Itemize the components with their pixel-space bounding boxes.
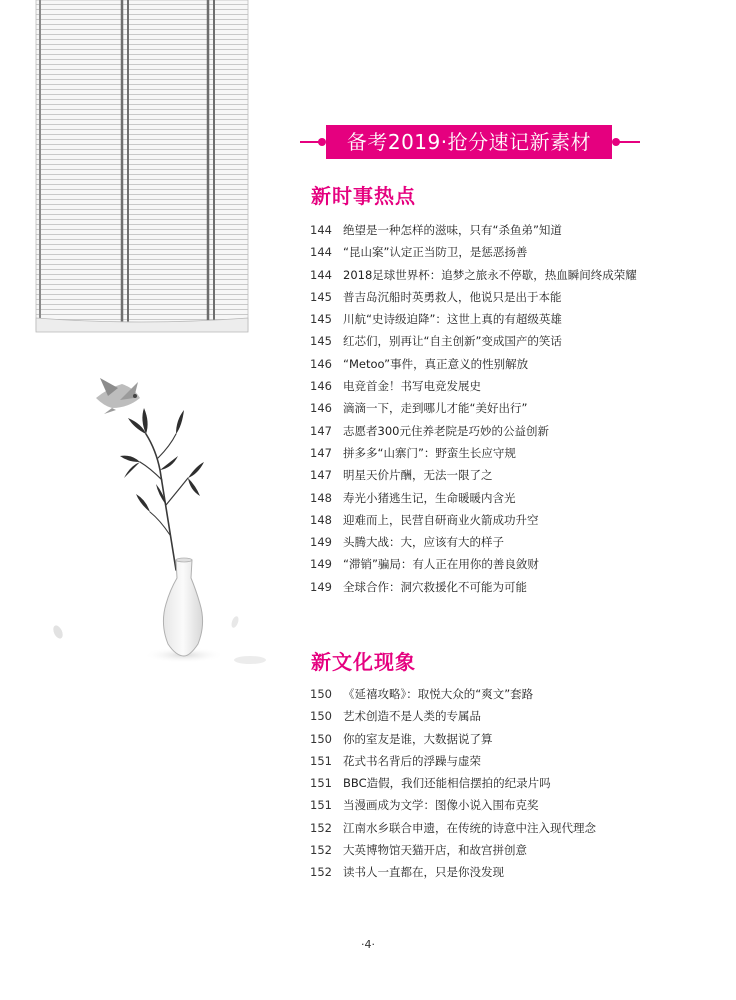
toc-title: 全球合作：洞穴救援化不可能为可能 — [343, 579, 527, 594]
toc-item[interactable] — [310, 750, 596, 772]
toc-item[interactable] — [310, 487, 637, 509]
toc-item[interactable] — [310, 705, 596, 727]
toc-item[interactable] — [310, 420, 637, 442]
toc-page-number: 150 — [310, 709, 332, 724]
toc-item[interactable] — [310, 576, 637, 598]
toc-title: 《延禧攻略》：取悦大众的“爽文”套路 — [343, 687, 534, 701]
toc-page-number: 152 — [310, 865, 332, 880]
toc-title: 电竞首金！书写电竞发展史 — [343, 379, 481, 394]
page-number: ·4· — [361, 938, 375, 951]
toc-page-number: 145 — [310, 334, 332, 349]
toc-title: “昆山案”认定正当防卫，是惩恶扬善 — [343, 245, 528, 260]
toc-title: 拼多多“山寨门”：野蛮生长应守规 — [343, 445, 516, 460]
toc-item[interactable] — [310, 286, 637, 308]
toc-item[interactable] — [310, 330, 637, 352]
bamboo-blind — [36, 0, 248, 332]
toc-item[interactable] — [310, 397, 637, 419]
banner-title: 备考2019·抢分速记新素材 — [326, 125, 612, 159]
section-heading-culture: 新文化现象 — [311, 650, 416, 674]
toc-title: 川航“史诗级迫降”：这世上真的有超级英雄 — [343, 312, 562, 327]
toc-title: BBC造假，我们还能相信摆拍的纪录片吗 — [343, 776, 551, 791]
toc-page-number: 147 — [310, 445, 332, 460]
toc-title: 明星天价片酬，无法一限了之 — [343, 468, 493, 483]
toc-item[interactable] — [310, 772, 596, 794]
title-banner — [300, 125, 640, 159]
toc-page-number: 152 — [310, 820, 332, 835]
bird-illustration — [96, 378, 140, 414]
toc-page-number: 147 — [310, 468, 332, 483]
toc-page-number: 147 — [310, 423, 332, 438]
toc-item[interactable] — [310, 683, 596, 705]
toc-item[interactable] — [310, 442, 637, 464]
leaves-illustration — [120, 408, 204, 512]
banner-dot-left — [318, 138, 326, 146]
toc-title: “Metoo”事件，真正意义的性别解放 — [343, 356, 529, 371]
toc-item[interactable] — [310, 353, 637, 375]
toc-item[interactable] — [310, 509, 637, 531]
toc-item[interactable] — [310, 553, 637, 575]
toc-title: “滞销”骗局：有人正在用你的善良敛财 — [343, 557, 539, 572]
toc-page-number: 144 — [310, 267, 332, 282]
toc-item[interactable] — [310, 839, 596, 861]
banner-line-right — [618, 141, 640, 143]
toc-page-number: 145 — [310, 312, 332, 327]
toc-page-number: 149 — [310, 579, 332, 594]
toc-page-number: 144 — [310, 223, 332, 237]
toc-title: 头腾大战：大，应该有大的样子 — [343, 535, 504, 550]
toc-title: 滴滴一下，走到哪儿才能“美好出行” — [343, 401, 528, 416]
toc-page-number: 145 — [310, 289, 332, 304]
toc-title: 志愿者300元住养老院是巧妙的公益创新 — [343, 423, 549, 438]
toc-page-number: 150 — [310, 687, 332, 701]
toc-page-number: 146 — [310, 356, 332, 371]
toc-title: 当漫画成为文学：图像小说入围布克奖 — [343, 798, 539, 813]
toc-title: 艺术创造不是人类的专属品 — [343, 709, 481, 724]
toc-title: 绝望是一种怎样的滋味，只有“杀鱼弟”知道 — [343, 223, 562, 237]
toc-item[interactable] — [310, 308, 637, 330]
toc-page-number: 151 — [310, 776, 332, 791]
section-heading-current-events: 新时事热点 — [311, 184, 416, 208]
toc-title: 红芯们，别再让“自主创新”变成国产的笑话 — [343, 334, 562, 349]
toc-list-current-events — [310, 219, 637, 598]
toc-title: 大英博物馆天猫开店，和故宫拼创意 — [343, 843, 527, 858]
toc-page-number: 152 — [310, 843, 332, 858]
toc-item[interactable] — [310, 219, 637, 241]
toc-page-number: 151 — [310, 798, 332, 813]
toc-page-number: 146 — [310, 401, 332, 416]
toc-title: 你的室友是谁，大数据说了算 — [343, 731, 493, 746]
toc-item[interactable] — [310, 531, 637, 553]
toc-page-number: 151 — [310, 753, 332, 768]
toc-page-number: 149 — [310, 557, 332, 572]
toc-title: 寿光小猪逃生记，生命暖暖内含光 — [343, 490, 516, 505]
toc-item[interactable] — [310, 464, 637, 486]
vase-illustration — [144, 558, 224, 663]
toc-item[interactable] — [310, 375, 637, 397]
banner-line-left — [300, 141, 320, 143]
toc-title: 2018足球世界杯：追梦之旅永不停歇，热血瞬间终成荣耀 — [343, 267, 637, 282]
toc-item[interactable] — [310, 728, 596, 750]
toc-page-number: 144 — [310, 245, 332, 260]
toc-item[interactable] — [310, 241, 637, 263]
toc-title: 读书人一直都在，只是你没发现 — [343, 865, 504, 880]
toc-page-number: 148 — [310, 512, 332, 527]
toc-list-culture — [310, 683, 596, 884]
toc-item[interactable] — [310, 794, 596, 816]
toc-item[interactable] — [310, 817, 596, 839]
decorative-illustration — [0, 0, 280, 700]
toc-item[interactable] — [310, 264, 637, 286]
toc-page-number: 148 — [310, 490, 332, 505]
toc-page-number: 149 — [310, 535, 332, 550]
toc-item[interactable] — [310, 861, 596, 883]
toc-page-number: 146 — [310, 379, 332, 394]
toc-title: 江南水乡联合申遗，在传统的诗意中注入现代理念 — [343, 820, 596, 835]
toc-title: 花式书名背后的浮躁与虚荣 — [343, 753, 481, 768]
toc-page-number: 150 — [310, 731, 332, 746]
toc-title: 迎难而上，民营自研商业火箭成功升空 — [343, 512, 539, 527]
toc-title: 普吉岛沉船时英勇救人，他说只是出于本能 — [343, 289, 562, 304]
